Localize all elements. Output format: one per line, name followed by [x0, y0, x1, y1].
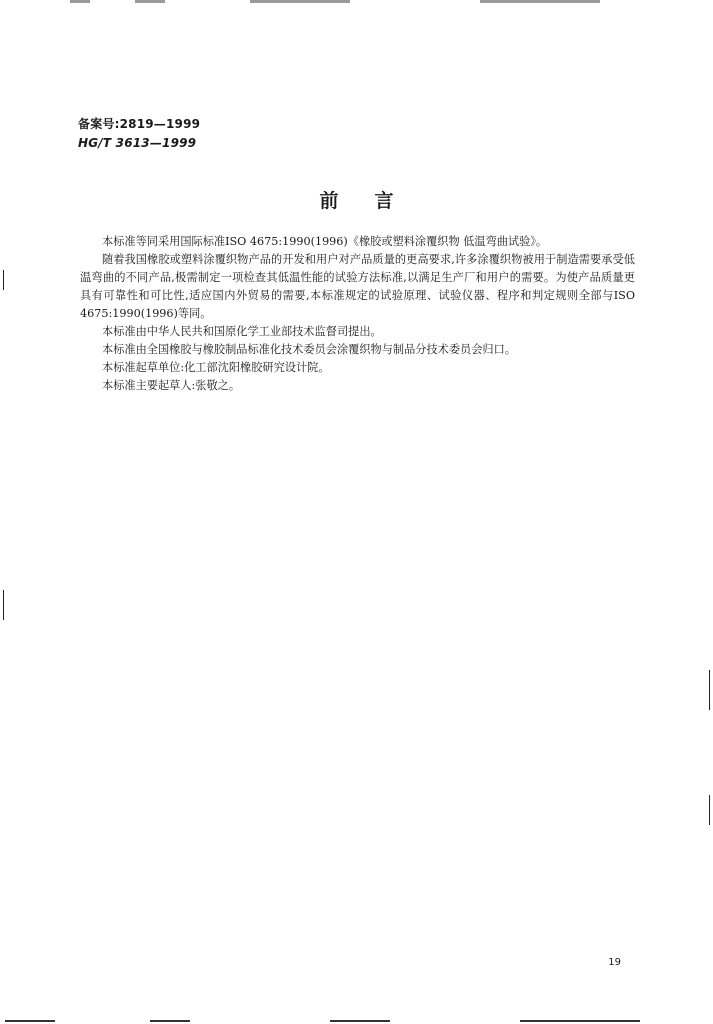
scan-artifact-bottom: [520, 1020, 640, 1022]
document-header: [78, 115, 200, 153]
scan-artifact-bottom: [5, 1020, 55, 1022]
paragraph: 本标准由全国橡胶与橡胶制品标准化技术委员会涂覆织物与制品分技术委员会归口。: [102, 343, 516, 356]
paragraph: 本标准主要起草人:张敬之。: [102, 379, 241, 392]
standard-number: HG/T 3613—1999: [78, 136, 197, 150]
paragraph: 本标准等同采用国际标准ISO 4675:1990(1996)《橡胶或塑料涂覆织物 低温弯曲试验》。: [102, 235, 548, 248]
scan-artifact-top: [70, 0, 90, 3]
scan-artifact-top: [135, 0, 165, 3]
page-number: 19: [608, 957, 621, 968]
foreword-body: [80, 233, 635, 395]
scan-artifact-top: [480, 0, 600, 3]
record-number: 备案号:2819—1999: [78, 117, 201, 131]
paragraph: 本标准起草单位:化工部沈阳橡胶研究设计院。: [102, 361, 330, 374]
scan-artifact-top: [250, 0, 350, 3]
title-char-1: 前: [319, 190, 339, 212]
scan-artifact-bottom: [330, 1020, 390, 1022]
scan-artifact-bottom: [150, 1020, 190, 1022]
paragraph: 随着我国橡胶或塑料涂覆织物产品的开发和用户对产品质量的更高要求,许多涂覆织物被用于制造需要承受低温弯曲的不同产品,极需制定一项检查其低温性能的试验方法标准,以满足生产厂和用户的需要。为使产品质量更具有可靠性和可比性,适应国内外贸易的需要,本标准规定的试验原理、试验仪器、程序和判定规则全部与ISO 4675:1990(1996)等同。: [80, 253, 635, 320]
scan-artifact-right: [709, 795, 710, 825]
scan-artifact-left: [3, 590, 4, 620]
page-title: [0, 188, 713, 214]
title-char-2: 言: [374, 190, 394, 212]
scan-artifact-right: [709, 670, 710, 710]
paragraph: 本标准由中华人民共和国原化学工业部技术监督司提出。: [102, 325, 382, 338]
scan-artifact-left: [3, 270, 4, 290]
